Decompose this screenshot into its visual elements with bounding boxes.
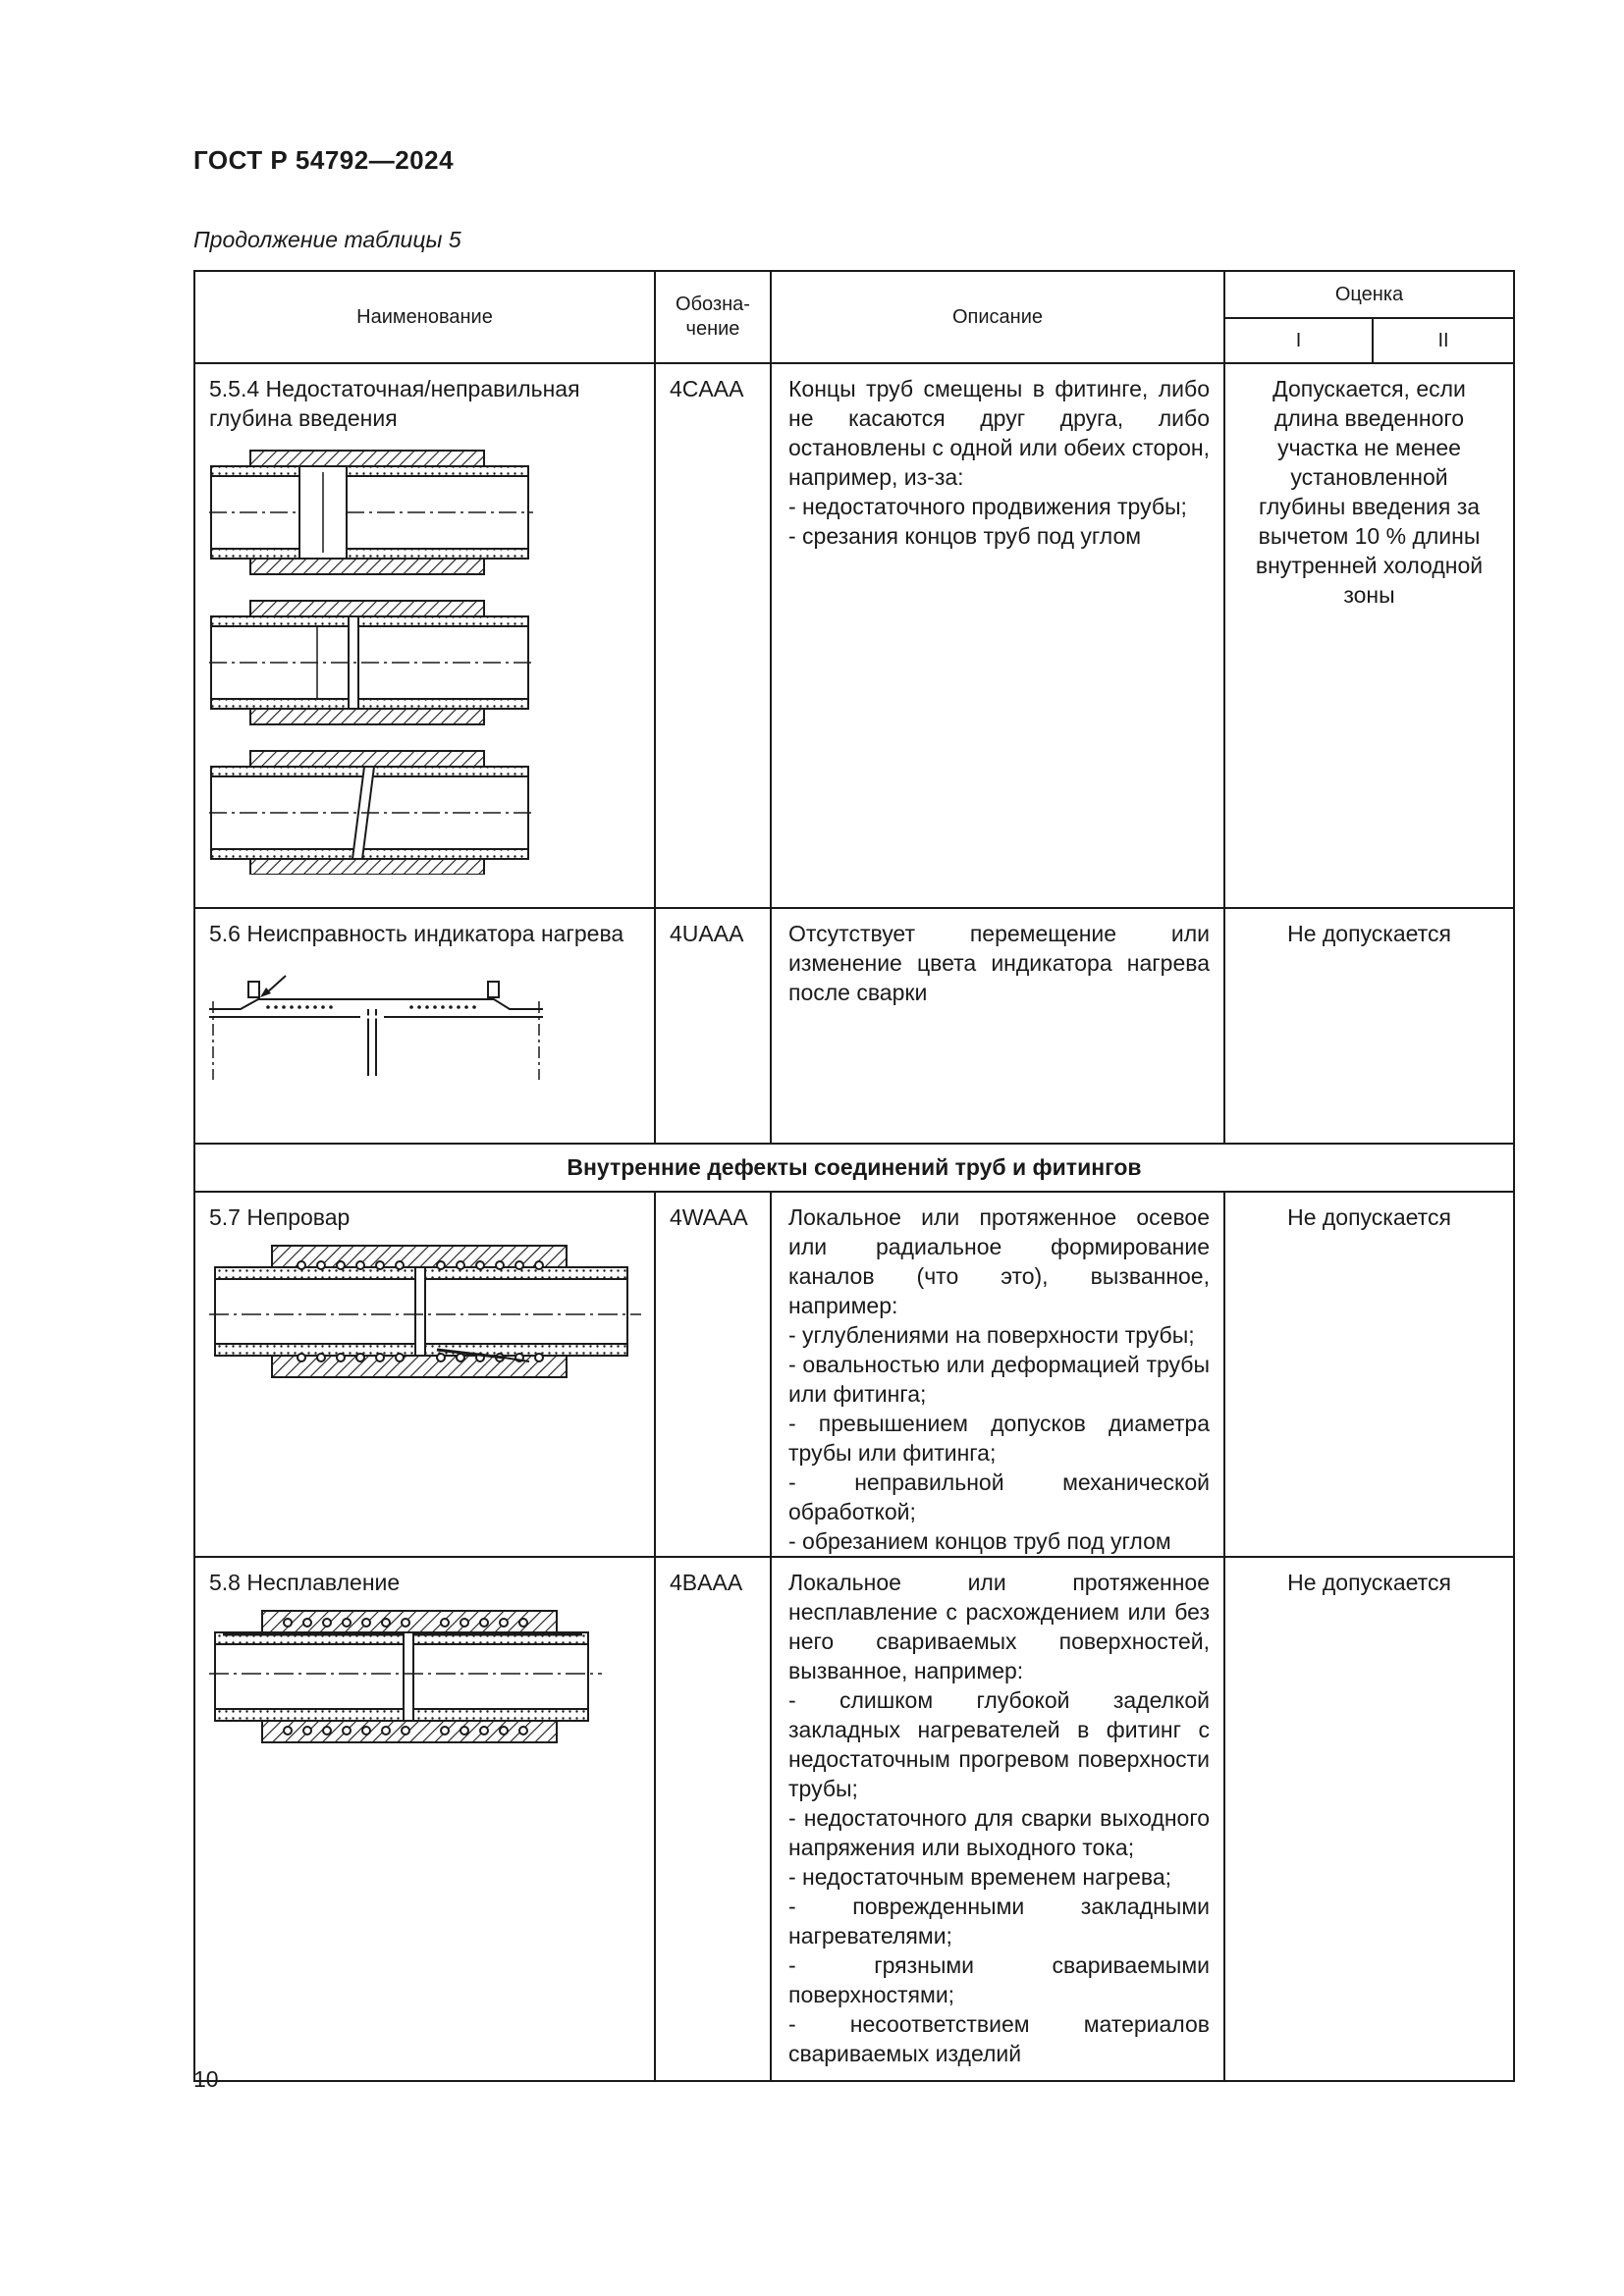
heat-indicator-diagram [209, 956, 543, 1084]
evaluation-text: Не допускается [1224, 908, 1514, 1144]
row-description [771, 1557, 1224, 2081]
row-name: 5.8 Несплавление [209, 1570, 401, 1595]
description-line: - неправильной механической обработкой; [788, 1469, 1210, 1524]
table-continuation-caption: Продолжение таблицы 5 [193, 227, 461, 252]
row-name-cell [194, 1192, 655, 1557]
row-evaluation [1224, 363, 1514, 908]
description-line: - недостаточного для сварки выходного напряжения или выходного тока; [788, 1805, 1210, 1860]
description-line: Отсутствует перемещение или изменение цвета индикатора нагрева после сварки [788, 921, 1210, 1005]
defects-table [193, 270, 1515, 2082]
table-row [194, 363, 1514, 908]
evaluation-text: Не допускается [1224, 1192, 1514, 1557]
row-description [771, 1192, 1224, 1557]
table-row [194, 1192, 1514, 1557]
row-code: 4WAAA [655, 1192, 771, 1557]
row-description [771, 908, 1224, 1144]
description-line: - несоответствием материалов свариваемых изделий [788, 2011, 1210, 2066]
row-name: 5.5.4 Недостаточная/неправильная глубина введения [209, 376, 580, 431]
description-line: Локальное или протяженное несплавление с расхождением или без него свариваемых поверхностей, вызванное, например: [788, 1570, 1210, 1683]
section-title: Внутренние дефекты соединений труб и фитингов [194, 1144, 1514, 1192]
header-evaluation: Оценка [1224, 271, 1514, 318]
description-line: - овальностью или деформацией трубы или фитинга; [788, 1352, 1210, 1407]
row-code: 4UAAA [655, 908, 771, 1144]
row-description [771, 363, 1224, 908]
header-description: Описание [771, 271, 1224, 363]
header-name: Наименование [194, 271, 655, 363]
description-line: - поврежденными закладными нагревателями; [788, 1894, 1210, 1949]
description-line: Локальное или протяженное осевое или радиальное формирование каналов (что это), вызванное, например: [788, 1204, 1210, 1318]
table-row [194, 1557, 1514, 2081]
row-name: 5.6 Неисправность индикатора нагрева [209, 921, 624, 946]
row-code: 4BAAA [655, 1557, 771, 2081]
row-name-cell [194, 363, 655, 908]
row-name-cell [194, 1557, 655, 2081]
row-code: 4CAAA [655, 363, 771, 908]
lack-of-fusion-diagram [209, 1605, 641, 1752]
row-name-cell [194, 908, 655, 1144]
description-line: - углублениями на поверхности трубы; [788, 1322, 1195, 1348]
description-line: - превышением допусков диаметра трубы или фитинга; [788, 1411, 1210, 1466]
description-line: - срезания концов труб под углом [788, 523, 1142, 549]
description-line: - недостаточным временем нагрева; [788, 1864, 1172, 1890]
header-eval-2: II [1373, 318, 1514, 363]
description-line: - грязными свариваемыми поверхностями; [788, 1952, 1210, 2007]
lack-of-penetration-diagram [209, 1240, 641, 1387]
page-number: 10 [193, 2066, 219, 2092]
description-line: Концы труб смещены в фитинге, либо не касаются друг друга, либо остановлены с одной или обеих сторон, например, из-за: [788, 376, 1210, 490]
table-row [194, 908, 1514, 1144]
evaluation-text: Допускается, если длина введенного участка не менее установленной глубины введения за вычетом 10 % длины внутренней холодной зоны [1255, 376, 1484, 608]
document-code: ГОСТ Р 54792—2024 [193, 145, 455, 175]
insertion-depth-diagrams [209, 443, 543, 875]
row-name: 5.7 Непровар [209, 1204, 351, 1230]
evaluation-text: Не допускается [1224, 1557, 1514, 2081]
header-eval-1: I [1224, 318, 1373, 363]
description-line: - недостаточного продвижения трубы; [788, 494, 1187, 519]
description-line: - слишком глубокой заделкой закладных нагревателей в фитинг с недостаточным прогревом поверхности трубы; [788, 1687, 1210, 1801]
header-code: Обозна- чение [655, 271, 771, 363]
description-line: - обрезанием концов труб под углом [788, 1528, 1171, 1554]
